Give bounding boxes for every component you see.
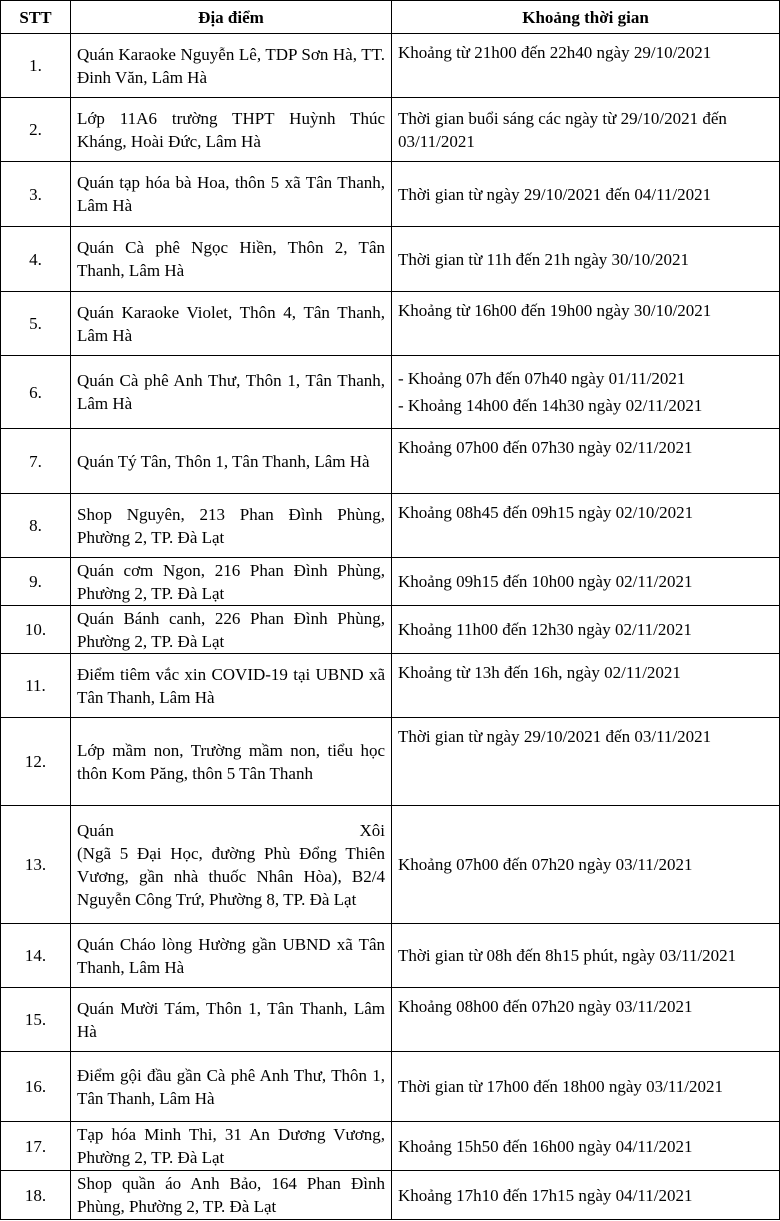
- table-row: [1, 1171, 780, 1220]
- row-time: Khoảng 09h15 đến 10h00 ngày 02/11/2021: [392, 558, 780, 606]
- row-location: Quán Karaoke Violet, Thôn 4, Tân Thanh, Lâm Hà: [71, 292, 392, 356]
- table-row: [1, 988, 780, 1052]
- table-row: [1, 924, 780, 988]
- row-location: Quán cơm Ngon, 216 Phan Đình Phùng, Phường 2, TP. Đà Lạt: [71, 558, 392, 606]
- row-location: Quán Mười Tám, Thôn 1, Tân Thanh, Lâm Hà: [71, 988, 392, 1052]
- table-header-row: [1, 1, 780, 34]
- row-time: Khoảng 11h00 đến 12h30 ngày 02/11/2021: [392, 606, 780, 654]
- row-time: Khoảng 17h10 đến 17h15 ngày 04/11/2021: [392, 1171, 780, 1220]
- row-stt: 6.: [1, 356, 71, 429]
- table-row: [1, 292, 780, 356]
- row-time: Thời gian từ 11h đến 21h ngày 30/10/2021: [392, 227, 780, 292]
- row-time: Khoảng từ 16h00 đến 19h00 ngày 30/10/2021: [392, 292, 780, 356]
- row-time: Khoảng từ 21h00 đến 22h40 ngày 29/10/2021: [392, 34, 780, 98]
- row-time: Khoảng 07h00 đến 07h30 ngày 02/11/2021: [392, 429, 780, 494]
- row-stt: 4.: [1, 227, 71, 292]
- location-text: Quán: [77, 820, 114, 840]
- row-time: Khoảng 07h00 đến 07h20 ngày 03/11/2021: [392, 806, 780, 924]
- row-location: [71, 806, 392, 924]
- row-location: Quán Cà phê Ngọc Hiền, Thôn 2, Tân Thanh, Lâm Hà: [71, 227, 392, 292]
- location-text: Xôi: [359, 820, 385, 840]
- row-time: Thời gian từ 08h đến 8h15 phút, ngày 03/11/2021: [392, 924, 780, 988]
- row-location: Quán tạp hóa bà Hoa, thôn 5 xã Tân Thanh, Lâm Hà: [71, 162, 392, 227]
- row-stt: 15.: [1, 988, 71, 1052]
- table-row: [1, 718, 780, 806]
- row-stt: 9.: [1, 558, 71, 606]
- row-stt: 8.: [1, 494, 71, 558]
- table-row: [1, 606, 780, 654]
- table-row: [1, 494, 780, 558]
- row-location: Shop quần áo Anh Bảo, 164 Phan Đình Phùng, Phường 2, TP. Đà Lạt: [71, 1171, 392, 1220]
- row-location: Lớp mầm non, Trường mầm non, tiểu học thôn Kom Păng, thôn 5 Tân Thanh: [71, 718, 392, 806]
- row-stt: 14.: [1, 924, 71, 988]
- table-row: [1, 34, 780, 98]
- row-time: [392, 356, 780, 429]
- row-location: Quán Cà phê Anh Thư, Thôn 1, Tân Thanh, Lâm Hà: [71, 356, 392, 429]
- row-location: Điểm gội đầu gần Cà phê Anh Thư, Thôn 1, Tân Thanh, Lâm Hà: [71, 1052, 392, 1122]
- row-time: Khoảng 15h50 đến 16h00 ngày 04/11/2021: [392, 1122, 780, 1171]
- row-time: Thời gian từ ngày 29/10/2021 đến 04/11/2021: [392, 162, 780, 227]
- table-row: [1, 1052, 780, 1122]
- row-stt: 10.: [1, 606, 71, 654]
- row-stt: 7.: [1, 429, 71, 494]
- header-time: Khoảng thời gian: [392, 1, 780, 34]
- location-text: (Ngã 5 Đại Học, đường Phù Đổng Thiên Vương, gần nhà thuốc Nhân Hòa), B2/4 Nguyễn Công Trứ, Phường 8, TP. Đà Lạt: [77, 843, 385, 909]
- row-location: Quán Tý Tân, Thôn 1, Tân Thanh, Lâm Hà: [71, 429, 392, 494]
- row-stt: 16.: [1, 1052, 71, 1122]
- table-row: [1, 1122, 780, 1171]
- header-stt: STT: [1, 1, 71, 34]
- row-time: Khoảng 08h00 đến 07h20 ngày 03/11/2021: [392, 988, 780, 1052]
- row-stt: 3.: [1, 162, 71, 227]
- row-stt: 13.: [1, 806, 71, 924]
- table-row: [1, 558, 780, 606]
- table-row: [1, 162, 780, 227]
- row-stt: 5.: [1, 292, 71, 356]
- time-entry: - Khoảng 14h00 đến 14h30 ngày 02/11/2021: [398, 396, 703, 415]
- row-stt: 2.: [1, 98, 71, 162]
- row-location: Tạp hóa Minh Thi, 31 An Dương Vương, Phường 2, TP. Đà Lạt: [71, 1122, 392, 1171]
- table-row: [1, 356, 780, 429]
- row-stt: 12.: [1, 718, 71, 806]
- row-location: Quán Bánh canh, 226 Phan Đình Phùng, Phường 2, TP. Đà Lạt: [71, 606, 392, 654]
- row-location: Quán Cháo lòng Hường gần UBND xã Tân Thanh, Lâm Hà: [71, 924, 392, 988]
- row-time: Thời gian từ 17h00 đến 18h00 ngày 03/11/2021: [392, 1052, 780, 1122]
- row-stt: 1.: [1, 34, 71, 98]
- row-time: Khoảng từ 13h đến 16h, ngày 02/11/2021: [392, 654, 780, 718]
- row-location: Quán Karaoke Nguyễn Lê, TDP Sơn Hà, TT. Đinh Văn, Lâm Hà: [71, 34, 392, 98]
- row-stt: 18.: [1, 1171, 71, 1220]
- table-row: [1, 806, 780, 924]
- row-stt: 17.: [1, 1122, 71, 1171]
- row-time: Khoảng 08h45 đến 09h15 ngày 02/10/2021: [392, 494, 780, 558]
- row-location: Điểm tiêm vắc xin COVID-19 tại UBND xã Tân Thanh, Lâm Hà: [71, 654, 392, 718]
- row-time: Thời gian buổi sáng các ngày từ 29/10/2021 đến 03/11/2021: [392, 98, 780, 162]
- table-row: [1, 654, 780, 718]
- table-row: [1, 98, 780, 162]
- row-time: Thời gian từ ngày 29/10/2021 đến 03/11/2021: [392, 718, 780, 806]
- time-entry: - Khoảng 07h đến 07h40 ngày 01/11/2021: [398, 369, 686, 388]
- row-stt: 11.: [1, 654, 71, 718]
- row-location: Shop Nguyên, 213 Phan Đình Phùng, Phường 2, TP. Đà Lạt: [71, 494, 392, 558]
- header-location: Địa điểm: [71, 1, 392, 34]
- row-location: Lớp 11A6 trường THPT Huỳnh Thúc Kháng, Hoài Đức, Lâm Hà: [71, 98, 392, 162]
- table-row: [1, 429, 780, 494]
- table-row: [1, 227, 780, 292]
